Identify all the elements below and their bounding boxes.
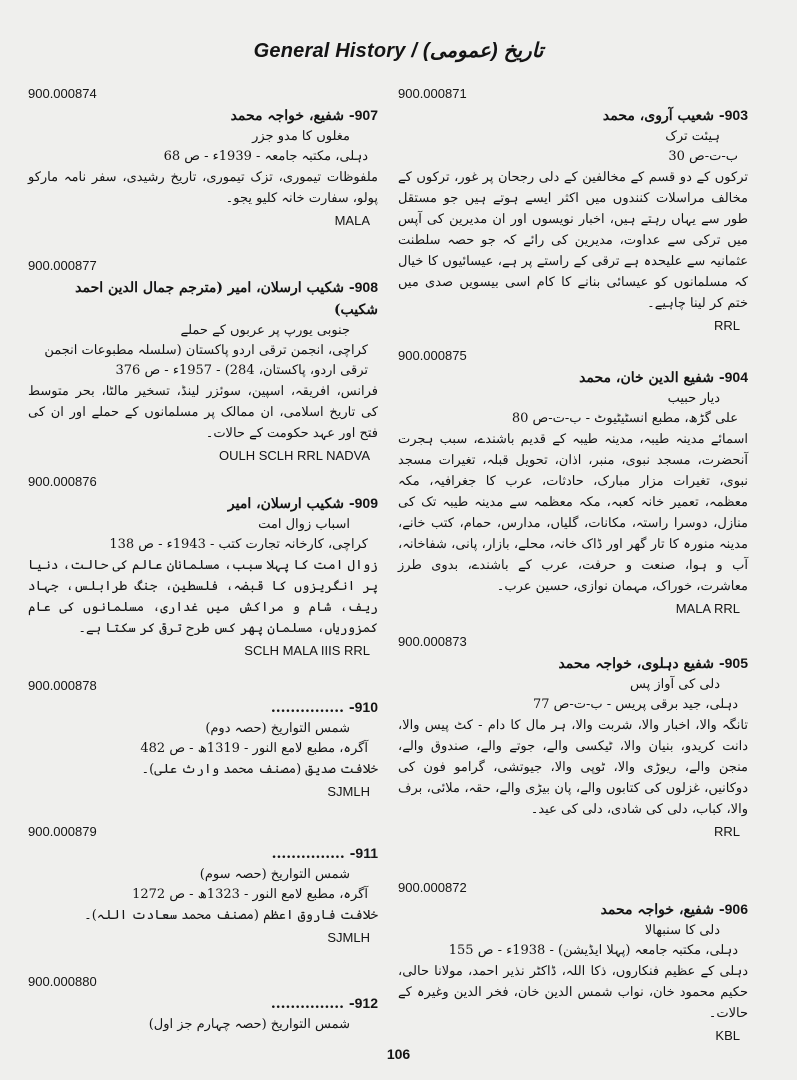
entry-code: 900.000876 (28, 474, 97, 489)
catalog-entry-905 (398, 634, 748, 841)
entry-code: 900.000871 (398, 86, 467, 101)
entry-heading: 903- شعیب آروی، محمد (602, 107, 748, 124)
entry-number: 910 (354, 699, 378, 715)
entry-libraries: RRL (713, 318, 740, 333)
catalog-entry-907 (28, 86, 378, 230)
catalog-entry-910 (28, 678, 378, 801)
page-number: 106 (386, 1046, 411, 1062)
entry-author: شفیع دہلوی، خواجہ محمد (558, 656, 714, 672)
entry-description: ترکوں کے دو قسم کے مخالفین کے دلی رجحان پر غور، ترکوں کے مخالف مراسلات کنندوں میں اکثر ایسے ہوتے ہیں جو مستقل طور سے یہاں رہتے ہیں، اخبار نویسوں اور ان مدیرین کی آپس میں ترکی سے عداوت، مدیرین کی رائے کہ جو حصہ سلطنت عثمانیہ سے علیحدہ ہے ترقی کے راستے پر ہے، عیسائیوں کا خیال کہ مسلمانوں کو عیسائی بنانے کا کام اسی بیسویں صدی میں ختم کر لینا چاہیے۔ (398, 170, 748, 311)
entry-number: 904 (724, 369, 748, 385)
entry-author: شفیع، خواجہ محمد (230, 108, 344, 124)
entry-libraries: RRL (713, 824, 740, 839)
entry-code: 900.000880 (28, 974, 97, 989)
entry-description: تانگہ والا، اخبار والا، شربت والا، ہر مال کا دام - کٹ پیس والا، دانت کریدو، بنیان والا، ٹیکسی والے، جوتے والے، صندوق والے، منجن والے، ریوڑی والا، ٹوپی والا، جیوتشی، گرامو فون کی دوکانیں، غزلوں کی کتابوں والے، پان بیڑی والے، حقہ، ملائی، برف والا، کباب، دلی کی شادی، دلی کی عید۔ (398, 718, 748, 817)
entry-author: شکیب ارسلان، امیر (مترجم جمال الدین احمد شکیب) (75, 280, 378, 318)
entry-description: ملفوظات تیموری، تزک تیموری، تاریخ رشیدی، سفر نامہ مارکو پولو، سفارت خانہ کلیو یجو۔ (28, 170, 378, 206)
entry-publication: دہلی، جید برقی پریس - ب-ت-ص 77 (532, 697, 738, 712)
catalog-entry-904 (398, 348, 748, 618)
catalog-entry-903 (398, 86, 748, 335)
entry-code: 900.000875 (398, 348, 467, 363)
entry-number: 912 (354, 995, 378, 1011)
entry-author: شعیب آروی، محمد (602, 108, 714, 124)
catalog-entry-906 (398, 880, 748, 1045)
entry-libraries: SJMLH (327, 930, 370, 945)
entry-heading: 909- شکیب ارسلان، امیر (227, 495, 378, 512)
entry-heading: 904- شفیع الدین خان، محمد (579, 369, 748, 386)
entry-title: مغلوں کا مدو جزر (252, 129, 350, 144)
entry-publication: کراچی، انجمن ترقی اردو پاکستان (سلسلہ مطبوعات انجمن ترقی اردو، پاکستان، 284) - 1957ء - ص 376 (44, 343, 368, 378)
entry-number: 909 (354, 495, 378, 511)
entry-publication: دہلی، مکتبہ جامعہ (پہلا ایڈیشن) - 1938ء - ص 155 (448, 943, 738, 958)
entry-libraries: MALA RRL (675, 601, 740, 616)
entry-description: اسمائے مدینہ طیبہ، مدینہ طیبہ کے قدیم باشندے، سبب ہجرت آنحضرت، مسجد نبوی، منبر، اذان، تحویل قبلہ، تغیرات مسجد نبوی، تغیرات مزار مبارک، حادثات، عرب کا جغرافیہ، مکہ معظمہ، تعمیر خانہ کعبہ، مکہ معظمہ سے مدینہ طیبہ تک کی منازل، دوسرا راستہ، مکانات، گلیاں، مدارس، حمام، کتب خانے، مدینہ منورہ کا تار گھر اور ڈاک خانہ، محلے، بازار، پانی، شفاخانہ، آب و ہوا، صنعت و حرفت، عرب کے باشندے، بدوی طرز معاشرت، خوراک، مہمان نوازی، حسین عرب۔ (398, 432, 748, 594)
entry-libraries: OULH SCLH RRL NADVA (219, 448, 370, 463)
entry-libraries: SJMLH (327, 784, 370, 799)
entry-code: 900.000877 (28, 258, 97, 273)
right-column (398, 86, 748, 1046)
entry-number: 905 (724, 655, 748, 671)
page-title: General History / (عمومی) تاریخ (253, 40, 544, 62)
entry-title: دلی کی آواز پس (630, 677, 720, 692)
entry-title: اسباب زوال امت (258, 517, 350, 532)
entry-number: 903 (724, 107, 748, 123)
entry-libraries: MALA (334, 213, 370, 228)
entry-heading: 905- شفیع دہلوی، خواجہ محمد (558, 655, 748, 672)
entry-heading: 910- ............... (270, 699, 378, 716)
catalog-entry-909 (28, 474, 378, 660)
entry-author: شکیب ارسلان، امیر (227, 496, 344, 512)
entry-heading: 912- ............... (270, 995, 378, 1012)
entry-description: زوال امت کا پہلا سبب، مسلمانان عالم کی حالت، دنیا پر انگریزوں کا قبضہ، فلسطین، جنگ طرابلس، جہاد ریف، شام و مراکش میں غداری، مسلمانوں کی عام کمزوریاں، مسلمان پھر کس طرح ترقی کر سکتا ہے۔ (28, 558, 378, 636)
catalog-entry-911 (28, 824, 378, 947)
entry-code: 900.000873 (398, 634, 467, 649)
entry-number: 906 (724, 901, 748, 917)
entry-libraries: SCLH MALA IIIS RRL (244, 643, 370, 658)
entry-author: شفیع الدین خان، محمد (579, 370, 714, 386)
entry-publication: دہلی، مکتبہ جامعہ - 1939ء - ص 68 (163, 149, 368, 164)
entry-description: خلافت فاروق اعظم (مصنف محمد سعادت اللہ)۔ (84, 908, 378, 923)
entry-code: 900.000874 (28, 86, 97, 101)
entry-code: 900.000872 (398, 880, 467, 895)
entry-title: شمس التواریخ (حصہ چہارم جز اول) (148, 1017, 350, 1032)
entry-heading: 907- شفیع، خواجہ محمد (230, 107, 378, 124)
entry-title: ہیئت ترک (665, 129, 720, 144)
entry-publication: ب-ت-ص 30 (668, 149, 738, 164)
entry-code: 900.000879 (28, 824, 97, 839)
entry-publication: کراچی، کارخانہ تجارت کتب - 1943ء - ص 138 (109, 537, 368, 552)
entry-publication: آگرہ، مطبع لامع النور - 1319ھ - ص 482 (140, 741, 368, 756)
entry-author: ............... (271, 846, 345, 862)
entry-description: فرانس، افریقہ، اسپین، سوئزر لینڈ، تسخیر مالٹا، بحر متوسط کی تاریخ اسلامی، ان ممالک پر مسلمانوں کے حملے اور ان کی فتح اور عہد حکومت کے حالات۔ (28, 384, 378, 441)
entry-number: 911 (355, 845, 378, 861)
entry-description: خلافت صدیق (مصنف محمد وارث علی)۔ (141, 762, 378, 777)
catalog-entry-912 (28, 974, 378, 1035)
entry-title: دیار حبیب (667, 391, 720, 406)
entry-title: دلی کا سنبھالا (644, 923, 720, 938)
entry-publication: آگرہ، مطبع لامع النور - 1323ھ - ص 1272 (132, 887, 368, 902)
catalog-entry-908 (28, 258, 378, 465)
entry-number: 907 (354, 107, 378, 123)
entry-title: شمس التواریخ (حصہ دوم) (205, 721, 350, 736)
entry-author: ............... (270, 700, 344, 716)
entry-code: 900.000878 (28, 678, 97, 693)
entry-author: ............... (270, 996, 344, 1012)
entry-title: جنوبی یورپ پر عربوں کے حملے (180, 323, 350, 338)
entry-libraries: KBL (715, 1028, 740, 1043)
entry-number: 908 (354, 279, 378, 295)
entry-description: دہلی کے عظیم فنکاروں، ذکا اللہ، ڈاکٹر نذیر احمد، مولانا حالی، حکیم محمود خان، نواب شمس الدین خان، فخر الدین وغیرہ کے حالات۔ (398, 964, 748, 1021)
entry-heading: 906- شفیع، خواجہ محمد (600, 901, 748, 918)
entry-heading: 908- شکیب ارسلان، امیر (مترجم جمال الدین احمد شکیب) (75, 279, 378, 318)
entry-title: شمس التواریخ (حصہ سوم) (199, 867, 350, 882)
entry-heading: 911- ............... (271, 845, 378, 862)
left-column (28, 86, 378, 1046)
entry-author: شفیع، خواجہ محمد (600, 902, 714, 918)
entry-publication: علی گڑھ، مطبع انسٹیٹیوٹ - ب-ت-ص 80 (511, 411, 738, 426)
